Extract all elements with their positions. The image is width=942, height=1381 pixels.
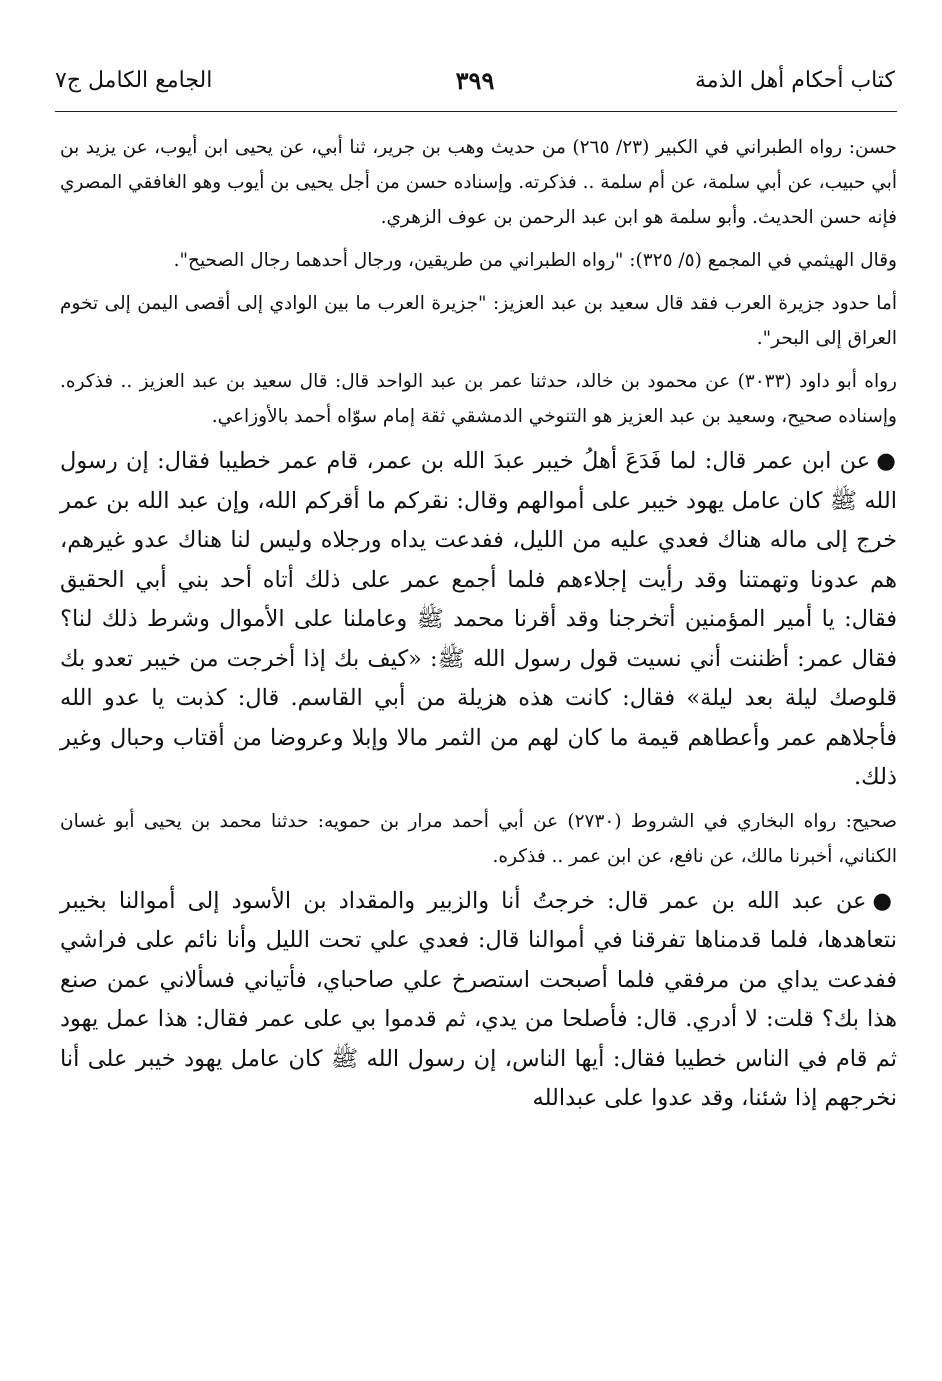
bullet-icon: ● [876,448,898,474]
footnote-paragraph [60,243,897,278]
footnote-text: رواه أبو داود (٣٠٣٣) عن محمود بن خالد، حدثنا عمر بن عبد الواحد قال: قال سعيد بن عبد العزيز .. فذكره. وإسناده صحيح، وسعيد بن عبد العزيز هو التنوخي الدمشقي ثقة إمام سوّاه أحمد بالأوزاعي. [60,371,897,427]
hadith-paragraph [60,442,897,798]
footnote-text: أما حدود جزيرة العرب فقد قال سعيد بن عبد العزيز: "جزيرة العرب ما بين الوادي إلى أقصى اليمن إلى تخوم العراق إلى البحر". [60,293,897,349]
hadith-paragraph [60,882,897,1119]
bullet-icon: ● [872,887,897,914]
page-body [60,130,897,1125]
footnote-paragraph [60,286,897,356]
hadith-text: عن عبد الله بن عمر قال: خرجتُ أنا والزبير والمقداد بن الأسود إلى أموالنا بخيبر نتعاهدها، فلما قدمناها تفرقنا في أموالنا قال: فعدي علي تحت الليل وأنا نائم على فراشي ففدعت يداي من مرفقي فلما أصبحت استصرخ علي صاحباي، فأتياني فسألاني عمن صنع هذا بك؟ قلت: لا أدري. قال: فأصلحا من يدي، ثم قدموا بي على عمر فقال: هذا عمل يهود ثم قام في الناس خطيبا فقال: أيها الناس، إن رسول الله ﷺ كان عامل يهود خيبر على أنا نخرجهم إذا شئنا، وقد عدوا على عبدالله [60,887,897,1111]
hadith-text: عن ابن عمر قال: لما فَدَعَ أهلُ خيبر عبدَ الله بن عمر، قام عمر خطيبا فقال: إن رسول الله ﷺ كان عامل يهود خيبر على أموالهم وقال: نقركم ما أقركم الله، وإن عبد الله بن عمر خرج إلى ماله هناك فعدي عليه من الليل، ففدعت يداه ورجلاه وليس لنا هناك عدو غيرهم، هم عدونا وتهمتنا وقد رأيت إجلاءهم فلما أجمع عمر على ذلك أتاه أحد بني أبي الحقيق فقال: يا أمير المؤمنين أتخرجنا وقد أقرنا محمد ﷺ وعاملنا على الأموال وشرط ذلك لنا؟ فقال عمر: أظننت أني نسيت قول رسول الله ﷺ: «كيف بك إذا أخرجت من خيبر تعدو بك قلوصك ليلة بعد ليلة» فقال: كانت هذه هزيلة من أبي القاسم. قال: كذبت يا عدو الله فأجلاهم عمر وأعطاهم قيمة ما كان لهم من الثمر مالا وإبلا وعروضا من أقتاب وحبال وغير ذلك. [60,448,897,790]
footnote-paragraph [60,804,897,874]
footnote-text: صحيح: رواه البخاري في الشروط (٢٧٣٠) عن أبي أحمد مرار بن حمويه: حدثنا محمد بن يحيى أبو غسان الكناني، أخبرنا مالك، عن نافع، عن ابن عمر .. فذكره. [60,810,898,867]
header-divider [55,111,897,112]
footnote-paragraph [60,364,897,434]
page-header [55,66,895,106]
footnote-text: حسن: رواه الطبراني في الكبير (٢٣/ ٢٦٥) من حديث وهب بن جرير، ثنا أبي، عن يحيى ابن أيوب، عن يزيد بن أبي حبيب، عن أبي سلمة، عن أم سلمة .. فذكرته. وإسناده حسن من أجل يحيى بن أيوب وهو الغافقي المصري فإنه حسن الحديث. وأبو سلمة هو ابن عبد الرحمن بن عوف الزهري. [60,137,897,228]
page-number: ٣٩٩ [455,66,495,95]
source-title: الجامع الكامل ج٧ [55,68,213,93]
footnote-text: وقال الهيثمي في المجمع (٥/ ٣٢٥): "رواه الطبراني من طريقين، ورجال أحدهما رجال الصحيح". [173,250,897,271]
footnote-paragraph [60,130,897,235]
book-title: كتاب أحكام أهل الذمة [694,68,895,93]
